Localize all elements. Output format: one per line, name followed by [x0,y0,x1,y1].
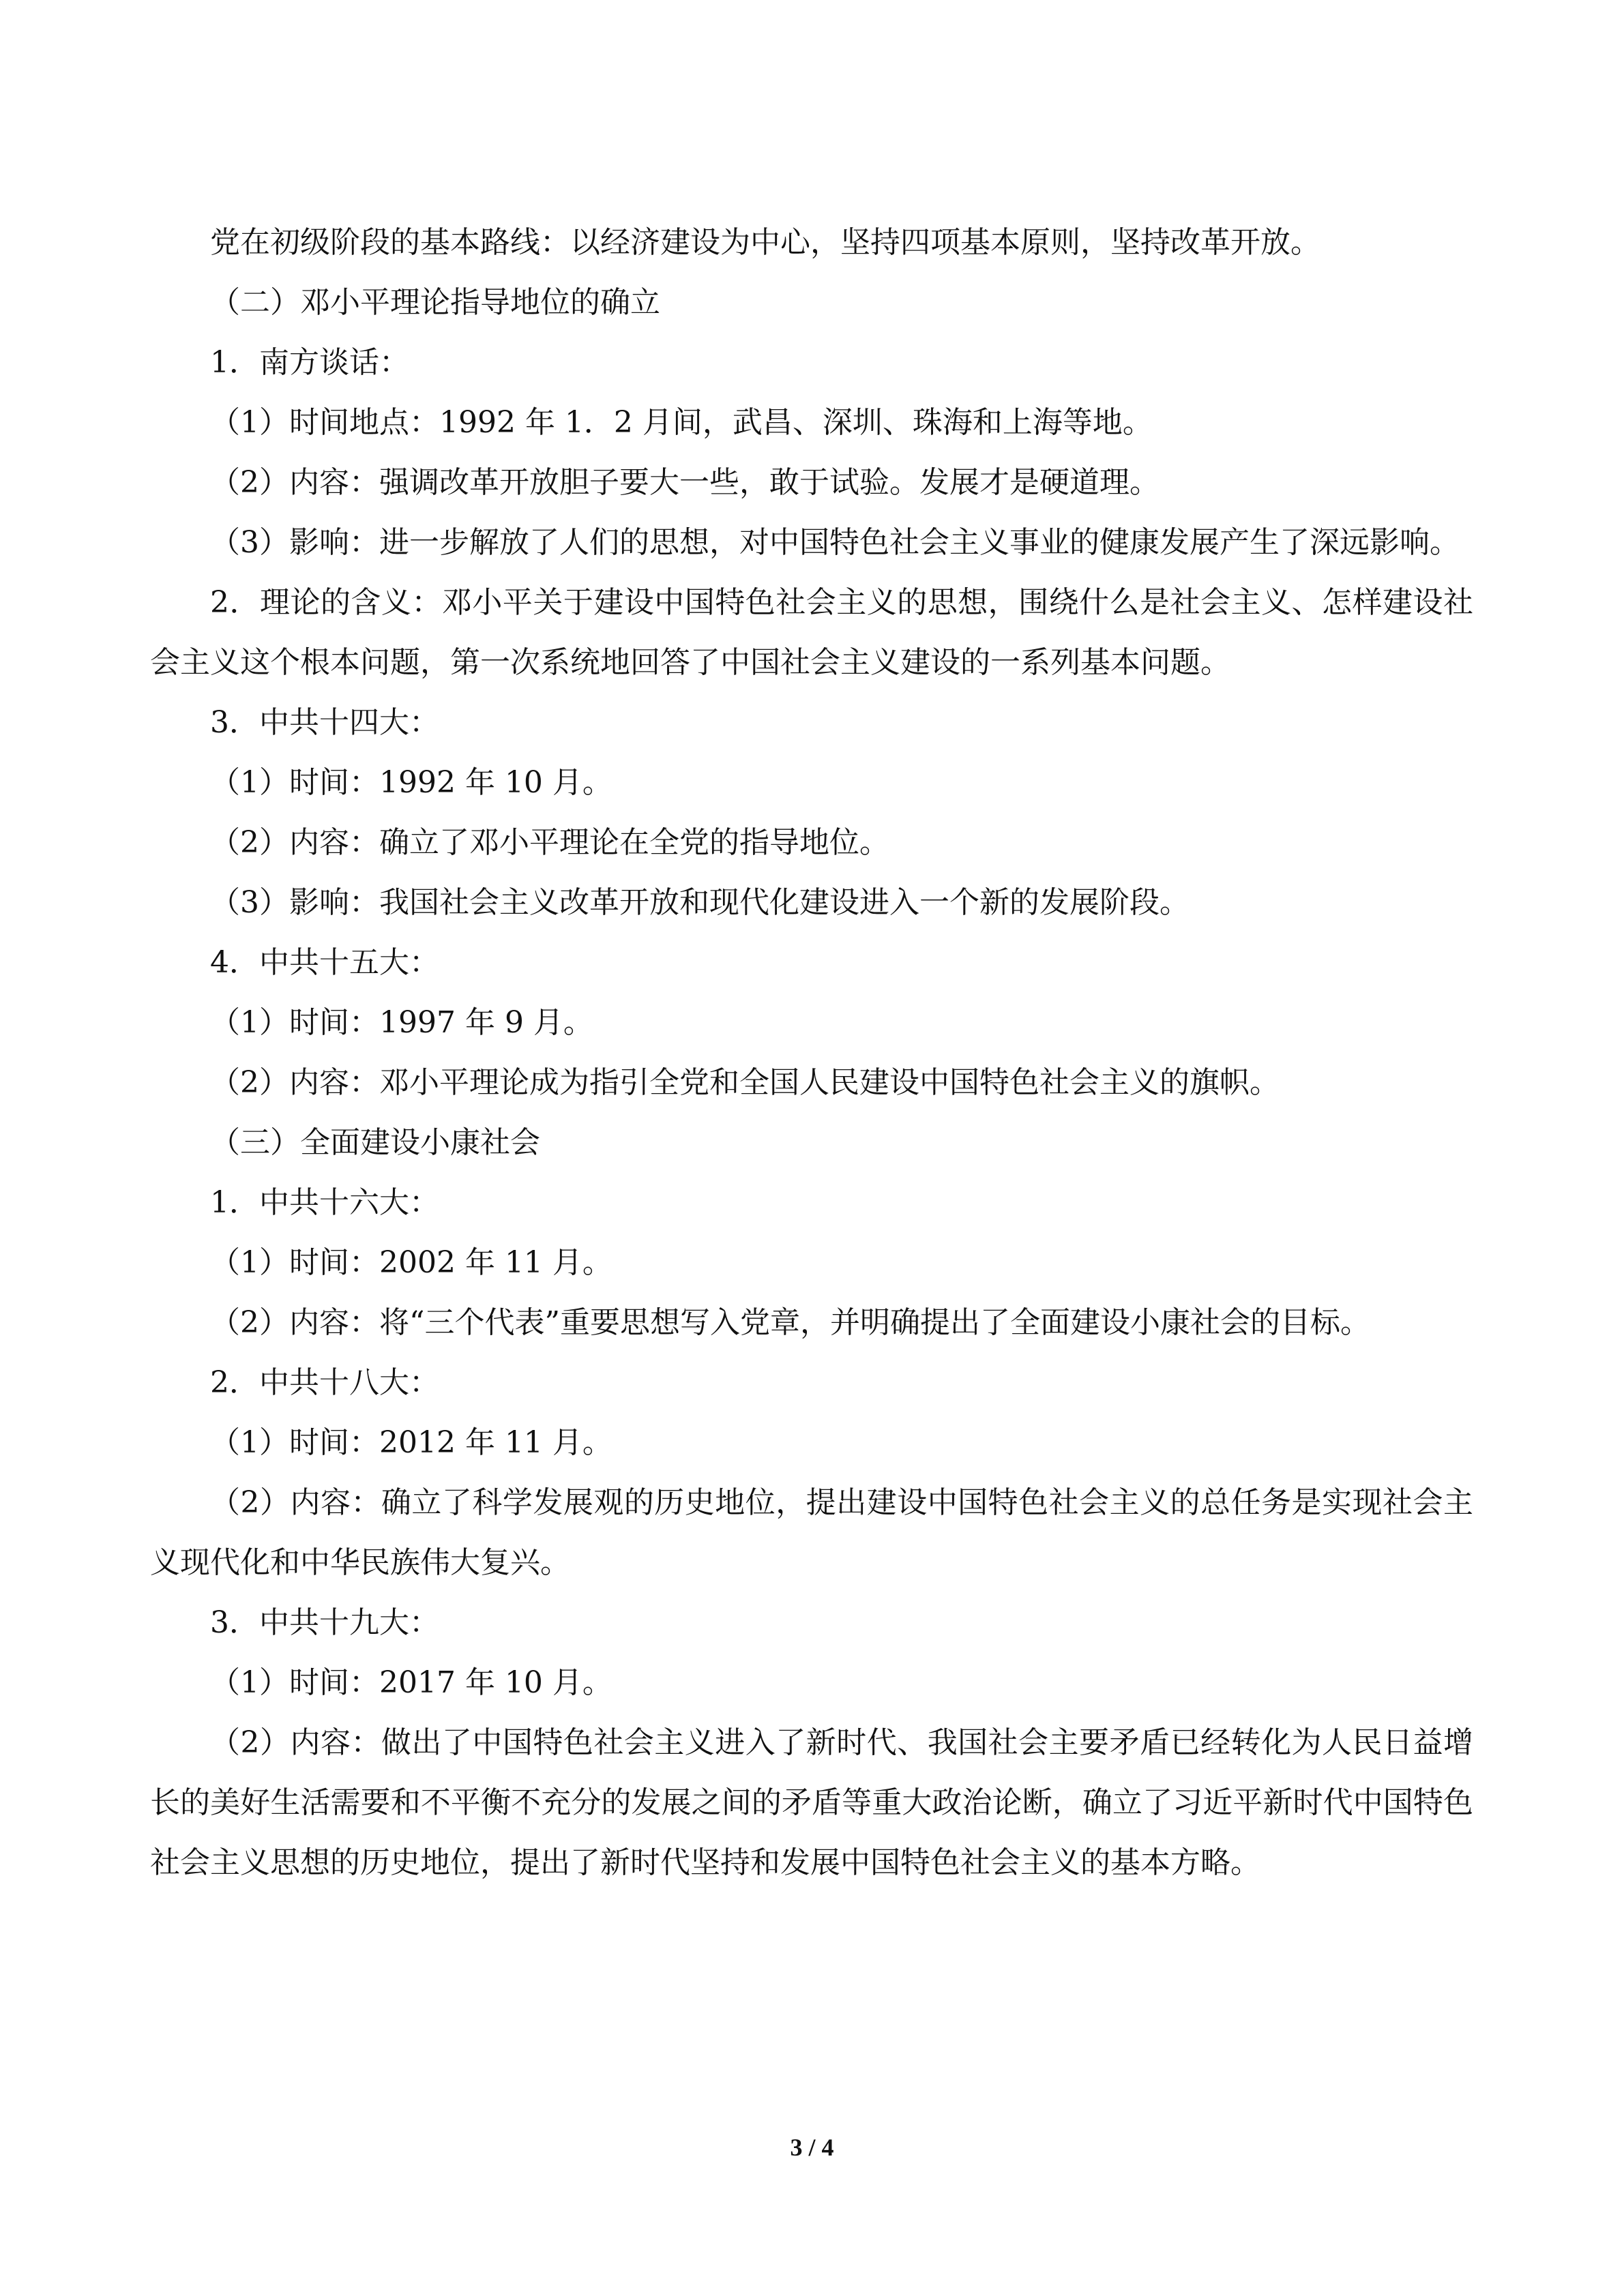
section-heading-deng-theory: （二）邓小平理论指导地位的确立 [210,285,660,320]
19th-congress-time: （1）时间：2017 年 10 月。 [210,1665,612,1700]
item-19th-congress: 3．中共十九大： [210,1605,439,1640]
18th-congress-content: （2）内容：确立了科学发展观的历史地位，提出建设中国特色社会主义的总任务是实现社会主义现代化和中华民族伟大复兴。 [150,1485,1473,1580]
item-16th-congress: 1．中共十六大： [210,1185,439,1220]
item-southern-talks: 1．南方谈话： [210,345,409,380]
section-heading-xiaokang: （三）全面建设小康社会 [210,1125,540,1160]
19th-congress-content: （2）内容：做出了中国特色社会主义进入了新时代、我国社会主要矛盾已经转化为人民日益增长的美好生活需要和不平衡不充分的发展之间的矛盾等重大政治论断，确立了习近平新时代中国特色社会主义思想的历史地位，提出了新时代坚持和发展中国特色社会主义的基本方略。 [150,1725,1473,1880]
item-14th-congress: 3．中共十四大： [210,705,439,740]
document-body [150,213,1473,1893]
item-15th-congress: 4．中共十五大： [210,945,439,980]
page-number: 3 / 4 [790,2134,834,2161]
15th-congress-time: （1）时间：1997 年 9 月。 [210,1005,593,1040]
southern-talks-content: （2）内容：强调改革开放胆子要大一些，敢于试验。发展才是硬道理。 [210,465,1160,500]
item-18th-congress: 2．中共十八大： [210,1365,439,1400]
paragraph-basic-line: 党在初级阶段的基本路线：以经济建设为中心，坚持四项基本原则，坚持改革开放。 [210,225,1320,260]
14th-congress-impact: （3）影响：我国社会主义改革开放和现代化建设进入一个新的发展阶段。 [210,885,1190,920]
southern-talks-impact: （3）影响：进一步解放了人们的思想，对中国特色社会主义事业的健康发展产生了深远影响。 [210,525,1460,560]
14th-congress-time: （1）时间：1992 年 10 月。 [210,765,612,800]
14th-congress-content: （2）内容：确立了邓小平理论在全党的指导地位。 [210,825,889,860]
18th-congress-time: （1）时间：2012 年 11 月。 [210,1425,612,1460]
15th-congress-content: （2）内容：邓小平理论成为指引全党和全国人民建设中国特色社会主义的旗帜。 [210,1065,1280,1100]
theory-meaning: 2．理论的含义：邓小平关于建设中国特色社会主义的思想，围绕什么是社会主义、怎样建设社会主义这个根本问题，第一次系统地回答了中国社会主义建设的一系列基本问题。 [150,585,1473,680]
16th-congress-time: （1）时间：2002 年 11 月。 [210,1245,612,1280]
southern-talks-time-place: （1）时间地点：1992 年 1．2 月间，武昌、深圳、珠海和上海等地。 [210,405,1153,440]
16th-congress-content: （2）内容：将“三个代表”重要思想写入党章，并明确提出了全面建设小康社会的目标。 [210,1305,1370,1340]
